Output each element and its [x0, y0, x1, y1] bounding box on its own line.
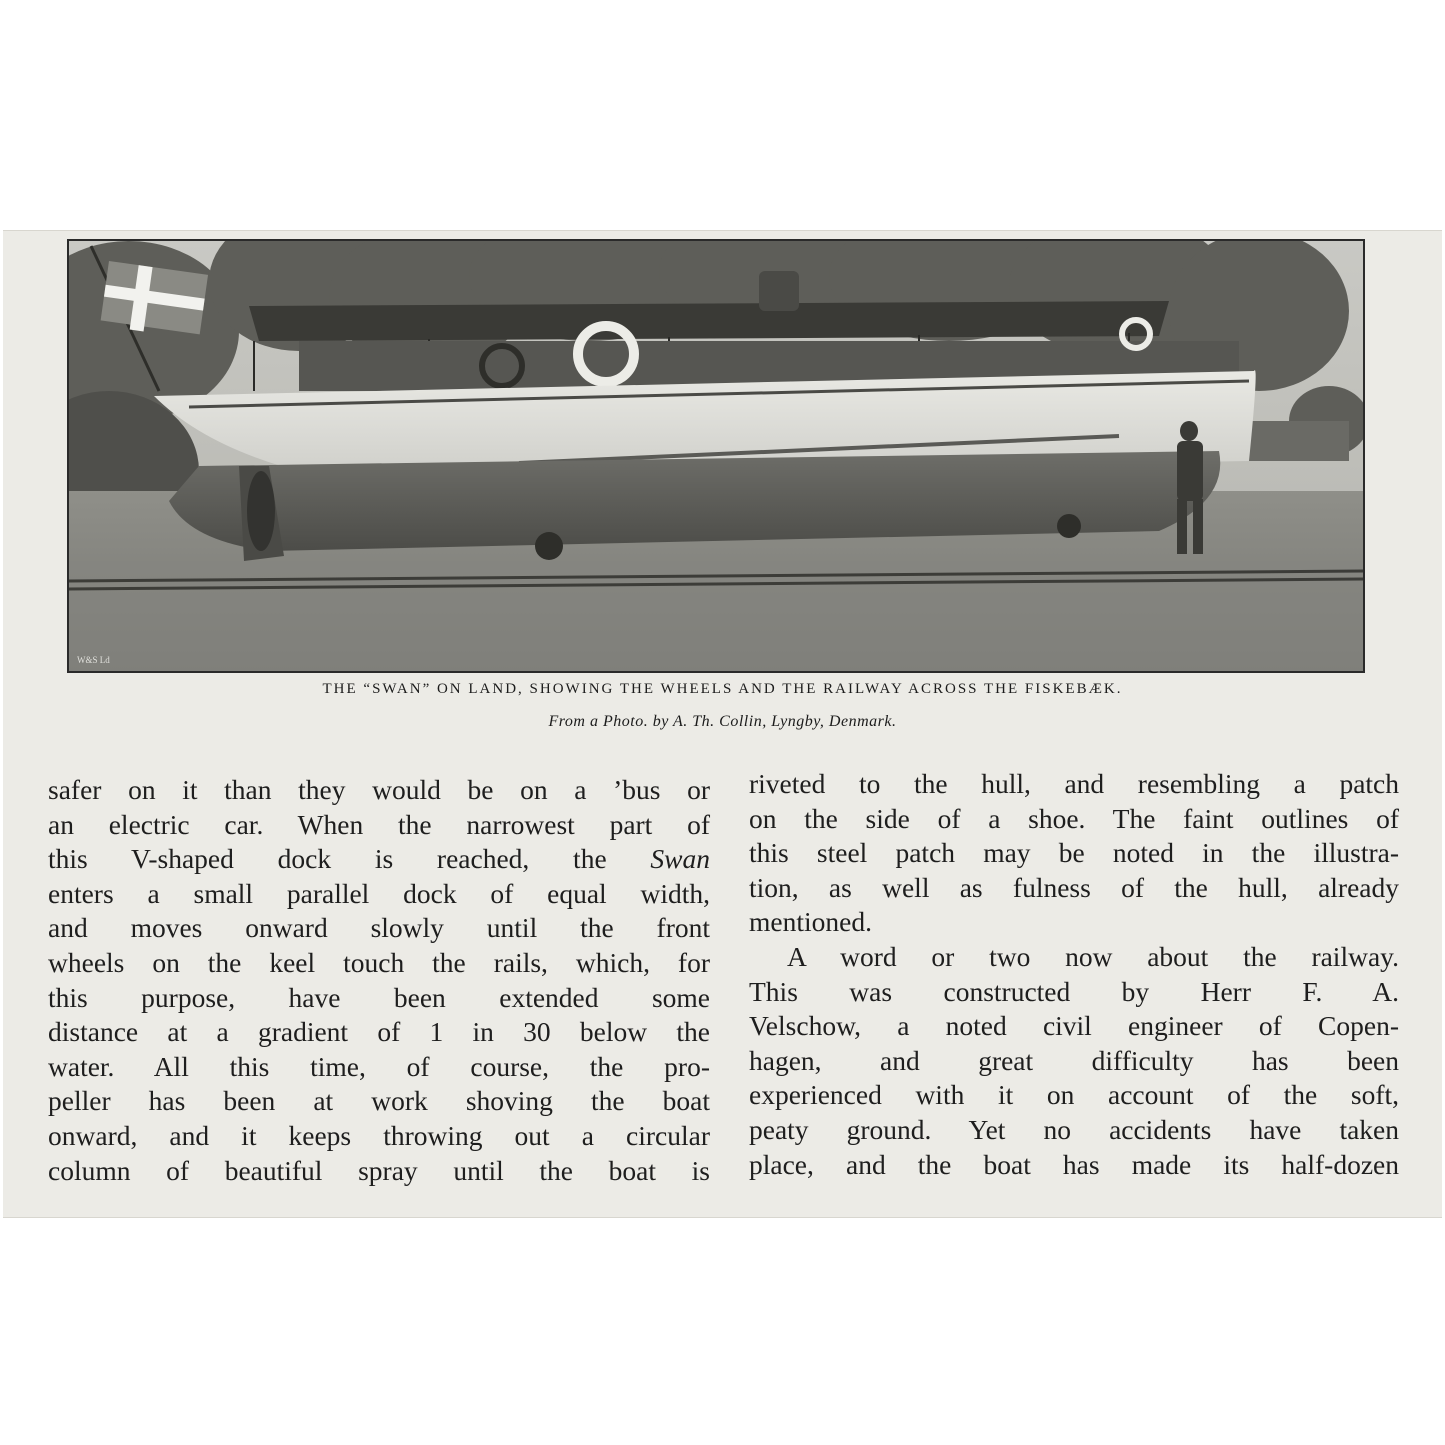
text-line: safer on it than they would be on a ’bus or: [48, 774, 710, 805]
boat-funnel: [759, 271, 799, 311]
text-column-left: [48, 773, 710, 1188]
text-line: peller has been at work shoving the boat: [48, 1085, 710, 1117]
text-line: riveted to the hull, and resembling a patch: [749, 768, 1399, 799]
boat-on-rails-illustration: [69, 241, 1363, 671]
text-line: an electric car. When the narrowest part of: [48, 808, 710, 840]
text-line-paragraph-end: mentioned.: [749, 906, 872, 938]
text-line: This was constructed by Herr F. A.: [749, 975, 1399, 1007]
text-line: enters a small parallel dock of equal width,: [48, 877, 710, 909]
text-line: this steel patch may be noted in the illustra-: [749, 837, 1399, 869]
italic-word-swan: Swan: [650, 843, 711, 875]
magazine-page: [3, 230, 1442, 1218]
text-line: water. All this time, of course, the pro-: [48, 1050, 710, 1082]
text-line: onward, and it keeps throwing out a circular: [48, 1119, 710, 1151]
text-line: place, and the boat has made its half-dozen: [749, 1148, 1399, 1180]
swan-boat-photograph: [67, 239, 1365, 673]
text-line: peaty ground. Yet no accidents have taken: [749, 1113, 1399, 1145]
text-line: column of beautiful spray until the boat is: [48, 1154, 710, 1186]
engraver-mark: W&S Ld: [77, 655, 110, 665]
text-fragment: this V-shaped dock is reached, the: [48, 843, 607, 875]
text-line: experienced with it on account of the soft,: [749, 1079, 1399, 1111]
text-line-with-italic: [48, 842, 710, 877]
text-line: this purpose, have been extended some: [48, 981, 710, 1013]
text-line: on the side of a shoe. The faint outlines of: [749, 802, 1399, 834]
text-line: distance at a gradient of 1 in 30 below the: [48, 1016, 710, 1048]
rear-wheel: [1057, 514, 1081, 538]
text-line: hagen, and great difficulty has been: [749, 1044, 1399, 1076]
text-line: wheels on the keel touch the rails, which, for: [48, 946, 710, 978]
front-wheel: [535, 532, 563, 560]
text-line: and moves onward slowly until the front: [48, 912, 710, 944]
text-line-paragraph-start: A word or two now about the railway.: [787, 940, 1399, 972]
photo-credit: From a Photo. by A. Th. Collin, Lyngby, Denmark.: [548, 713, 897, 730]
text-line: Velschow, a noted civil engineer of Copen-: [749, 1010, 1399, 1042]
figure-caption: THE “SWAN” ON LAND, SHOWING THE WHEELS AND THE RAILWAY ACROSS THE FISKEBÆK.: [322, 681, 1123, 697]
text-column-right: [749, 767, 1399, 1182]
text-line: tion, as well as fulness of the hull, already: [749, 871, 1399, 903]
